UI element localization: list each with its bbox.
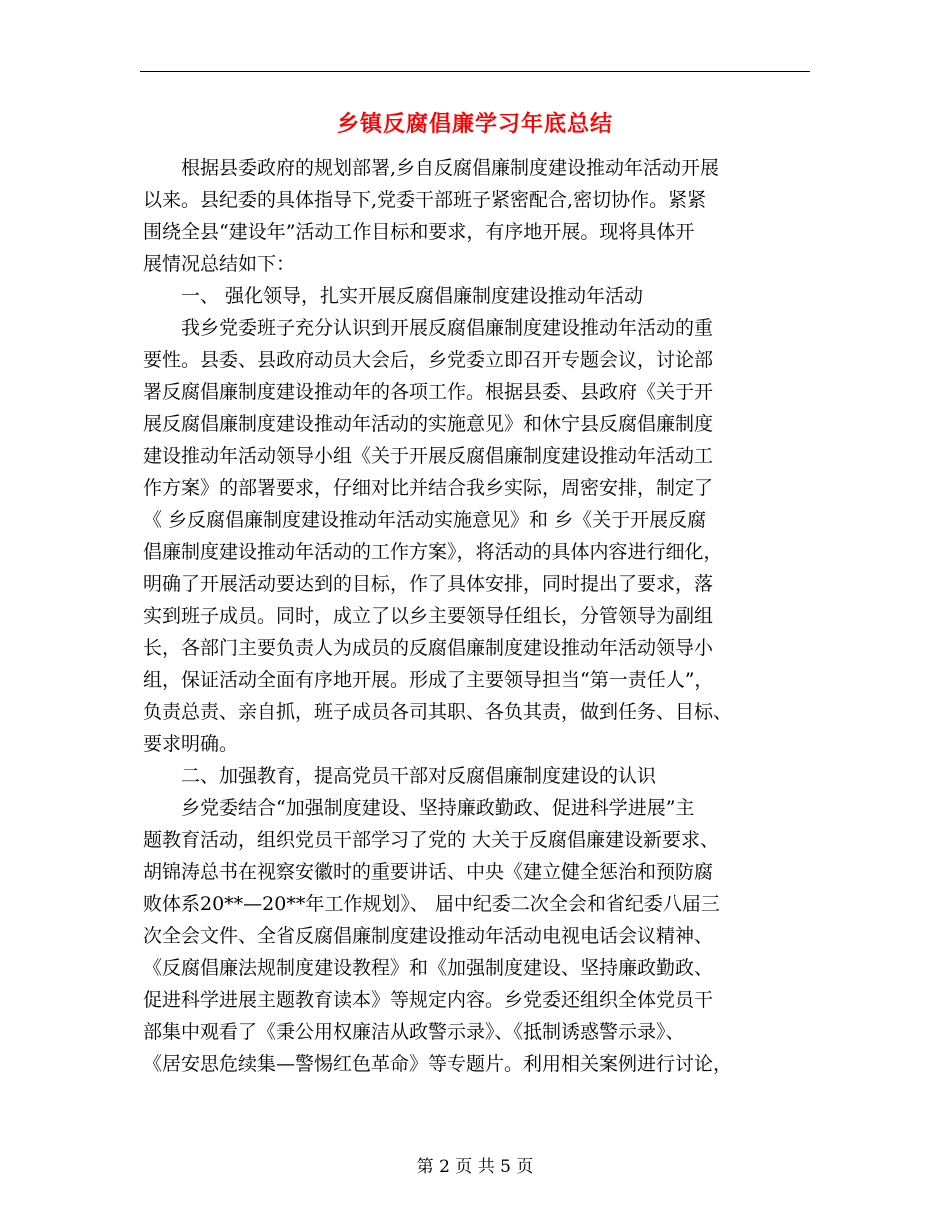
body-line: 围绕全县“建设年”活动工作目标和要求，有序地开展。现将具体开 [143,221,695,243]
body-line: 一、 强化领导，扎实开展反腐倡廉制度建设推动年活动 [181,285,644,307]
body-line: 要求明确。 [143,733,239,755]
body-line: 展情况总结如下： [143,253,296,275]
body-line: 负责总责、亲自抓，班子成员各司其职、各负其责，做到任务、目标、 [143,701,733,723]
body-line: 《居安思危续集—警惕红色革命》等专题片。利用相关案例进行讨论， [143,1053,733,1075]
body-line: 长，各部门主要负责人为成员的反腐倡廉制度建设推动年活动领导小 [143,637,714,659]
body-line: 建设推动年活动领导小组《关于开展反腐倡廉制度建设推动年活动工 [143,445,714,467]
body-line: 倡廉制度建设推动年活动的工作方案》，将活动的具体内容进行细化， [143,541,723,563]
body-line: 二、加强教育，提高党员干部对反腐倡廉制度建设的认识 [181,765,657,787]
body-line: 明确了开展活动要达到的目标，作了具体安排，同时提出了要求，落 [143,573,714,595]
document-body [143,152,813,1080]
body-line: 以来。县纪委的具体指导下,党委干部班子紧密配合,密切协作。紧紧 [143,189,707,211]
body-line: 部集中观看了《秉公用权廉洁从政警示录》、《抵制诱惑警示录》、 [143,1021,685,1043]
body-line: 败体系20**—20**年工作规划》、 届中纪委二次全会和省纪委八届三 [143,893,720,915]
body-line: 《 乡反腐倡廉制度建设推动年活动实施意见》和 乡《关于开展反腐 [143,509,707,531]
body-line: 我乡党委班子充分认识到开展反腐倡廉制度建设推动年活动的重 [181,317,714,339]
body-line: 展反腐倡廉制度建设推动年活动的实施意见》和休宁县反腐倡廉制度 [143,413,714,435]
body-line: 组，保证活动全面有序地开展。形成了主要领导担当“第一责任人”， [143,669,714,691]
body-line: 要性。县委、县政府动员大会后，乡党委立即召开专题会议，讨论部 [143,349,714,371]
page-footer: 第 2 页 共 5 页 [416,1157,534,1177]
body-line: 促进科学进展主题教育读本》等规定内容。乡党委还组织全体党员干 [143,989,714,1011]
body-line: 《反腐倡廉法规制度建设教程》和《加强制度建设、坚持廉政勤政、 [143,957,714,979]
body-line: 作方案》的部署要求，仔细对比并结合我乡实际，周密安排，制定了 [143,477,714,499]
header-rule [140,71,810,72]
body-line: 胡锦涛总书在视察安徽时的重要讲话、中央《建立健全惩治和预防腐 [143,861,714,883]
body-line: 实到班子成员。同时，成立了以乡主要领导任组长，分管领导为副组 [143,605,714,627]
body-line: 署反腐倡廉制度建设推动年的各项工作。根据县委、县政府《关于开 [143,381,714,403]
body-line: 根据县委政府的规划部署,乡自反腐倡廉制度建设推动年活动开展 [181,157,720,179]
document-title: 乡镇反腐倡廉学习年底总结 [336,111,613,137]
body-line: 题教育活动，组织党员干部学习了党的 大关于反腐倡廉建设新要求、 [143,829,720,851]
body-line: 乡党委结合“加强制度建设、坚持廉政勤政、促进科学进展”主 [181,797,695,819]
body-line: 次全会文件、全省反腐倡廉制度建设推动年活动电视电话会议精神、 [143,925,714,947]
